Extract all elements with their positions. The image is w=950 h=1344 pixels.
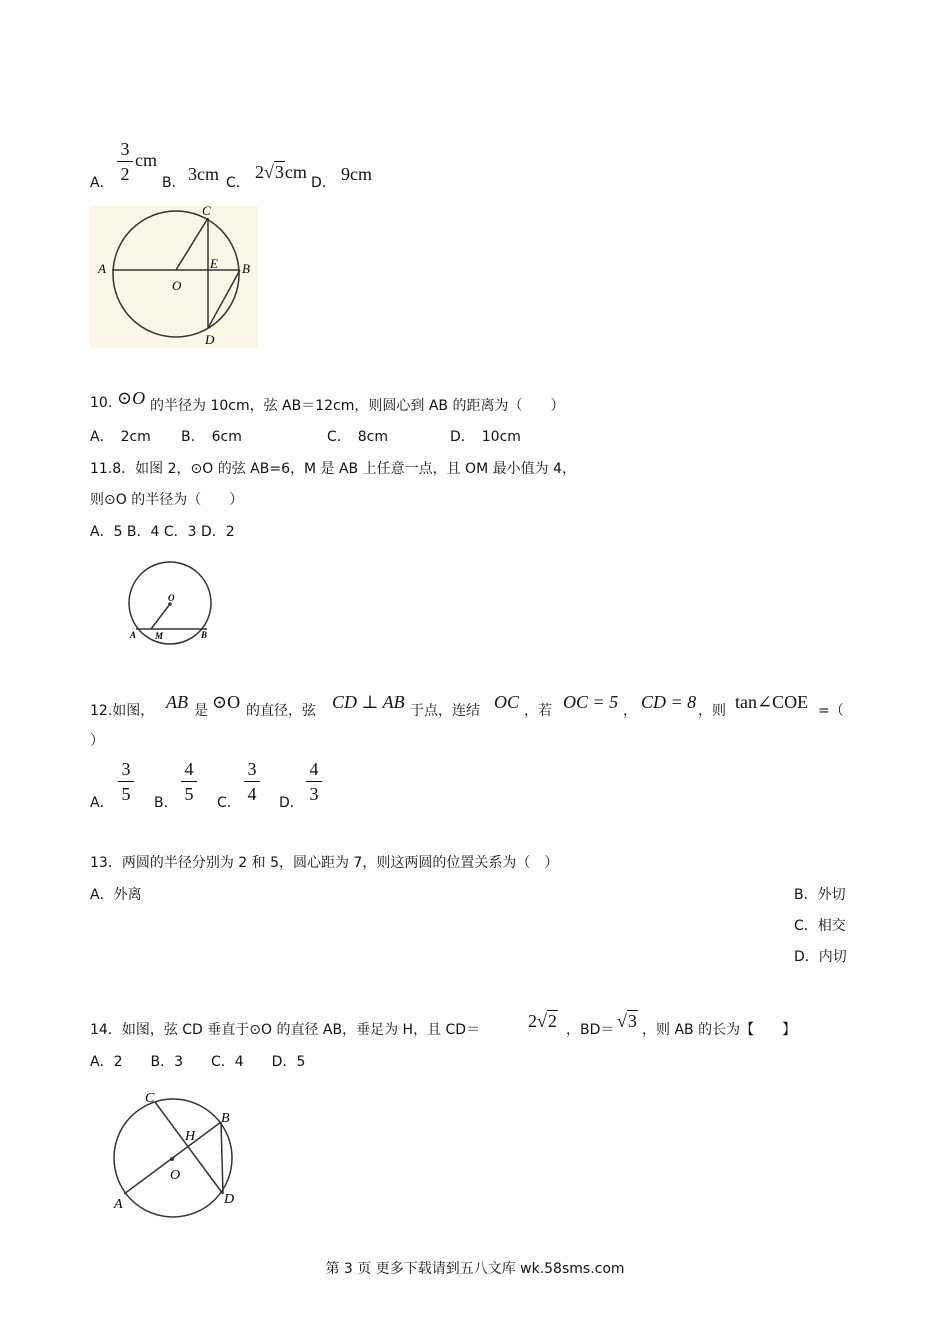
q13-option-a: A．外离 (90, 887, 142, 903)
q12-text-3: 于点，连结 (410, 703, 480, 719)
q9-label-c: C (202, 206, 211, 218)
q14-segment-bd (221, 1122, 223, 1194)
q12-cd-perp-ab: CD ⊥ AB (332, 692, 405, 712)
q10-circle-o: ⊙O (117, 388, 146, 408)
q10-text: 的半径为 10cm，弦 AB＝12cm，则圆心到 AB 的距离为（ ） (150, 398, 565, 414)
q11-label-o: O (168, 593, 175, 603)
q14-options: A．2 B．3 C．4 D．5 (90, 1054, 306, 1070)
q12-text-2: 的直径，弦 (246, 703, 316, 719)
q10-option-d: D． 10cm (450, 429, 521, 445)
q14-text-1: 14．如图，弦 CD 垂直于⊙O 的直径 AB，垂足为 H，且 CD＝ (90, 1022, 481, 1038)
q14-text-2: ，BD＝ (566, 1022, 615, 1038)
q12-close-paren: ） (90, 733, 104, 749)
q9-segment-bd (208, 270, 240, 328)
q9-option-a-label: A． (90, 175, 114, 191)
q14-cd-value: 2√2 (528, 1011, 557, 1031)
q9-label-a: A (98, 261, 106, 276)
q12-option-b-label: B． (154, 795, 178, 811)
q12-comma: ， (623, 703, 637, 719)
q14-circle-diagram (108, 1088, 244, 1218)
q9-label-b: B (242, 261, 250, 276)
q12-ab: AB (166, 692, 188, 712)
q13-option-b: B．外切 (794, 887, 846, 903)
q13-text: 13．两圆的半径分别为 2 和 5，圆心距为 7，则这两圆的位置关系为（ ） (90, 855, 559, 871)
q14-label-d: D (224, 1192, 235, 1207)
q12-option-a-fraction: 3 5 (118, 758, 134, 805)
q9-segment-oc (176, 218, 208, 270)
q12-text-6: =（ (818, 703, 844, 719)
q10-option-b: B． 6cm (181, 429, 242, 445)
q12-option-d-fraction: 4 3 (306, 758, 322, 805)
q12-option-a-label: A． (90, 795, 114, 811)
q9-label-o: O (172, 278, 182, 293)
q14-label-c: C (145, 1091, 155, 1106)
q10-number: 10. (90, 395, 113, 411)
q12-option-c-label: C． (217, 795, 241, 811)
q10-option-c: C． 8cm (327, 429, 389, 445)
q12-cd-equals: CD = 8 (641, 692, 697, 712)
q14-bd-value: √3 (617, 1011, 637, 1031)
q12-option-b-fraction: 4 5 (181, 758, 197, 805)
q12-tan-coe: tan∠COE (735, 692, 809, 712)
q9-label-e: E (210, 256, 218, 271)
q12-option-d-label: D． (279, 795, 304, 811)
q9-circle-diagram (90, 206, 258, 348)
q9-option-a-unit: cm (135, 150, 157, 170)
q9-option-b-label: B． (162, 175, 186, 191)
q9-option-d-label: D． (311, 175, 336, 191)
q9-option-c-label: C． (226, 175, 250, 191)
q11-circle-diagram (124, 560, 218, 646)
q9-option-b-value: 3cm (188, 164, 219, 184)
q12-oc-equals: OC = 5 (563, 692, 619, 712)
q14-label-a: A (114, 1197, 123, 1212)
q11-label-a: A (130, 630, 137, 640)
q9-label-d: D (205, 332, 215, 347)
q14-label-b: B (221, 1111, 230, 1126)
q14-label-h: H (185, 1129, 196, 1144)
q12-prefix: 12.如图， (90, 703, 155, 719)
q11-line-2: 则⊙O 的半径为（ ） (90, 492, 244, 508)
page-footer: 第 3 页 更多下载请到五八文库 wk.58sms.com (325, 1261, 625, 1277)
q11-line-1: 11.8．如图 2，⊙O 的弦 AB=6，M 是 AB 上任意一点，且 OM 最小值为 4， (90, 461, 576, 477)
q9-circle-figure (90, 206, 258, 348)
q9-circle (113, 211, 239, 337)
q11-label-b: B (201, 630, 208, 640)
q12-oc: OC (494, 692, 520, 712)
q11-label-m: M (155, 631, 164, 641)
q13-option-c: C．相交 (794, 918, 846, 934)
q11-options: A．5 B．4 C．3 D．2 (90, 524, 235, 540)
q12-option-c-fraction: 3 4 (244, 758, 260, 805)
q14-label-o: O (170, 1168, 181, 1183)
q12-text-5: ，则 (698, 703, 726, 719)
q9-option-a-fraction: 3 2 (117, 138, 133, 185)
q11-segment-om (151, 604, 170, 629)
q10-option-a: A． 2cm (90, 429, 151, 445)
q9-option-d-value: 9cm (341, 164, 372, 184)
q12-text-1: 是 (194, 703, 208, 719)
q14-chord-cd (155, 1102, 223, 1194)
q14-text-3: ，则 AB 的长为【 】 (642, 1022, 797, 1038)
q13-option-d: D．内切 (794, 949, 847, 965)
q14-circle-figure (108, 1088, 244, 1218)
q12-text-4: ，若 (524, 703, 552, 719)
q9-option-c-value: 2√3cm (255, 162, 307, 182)
q14-center-dot (170, 1157, 174, 1161)
q11-circle-figure (124, 560, 218, 646)
q12-circle-o: ⊙O (212, 692, 241, 712)
